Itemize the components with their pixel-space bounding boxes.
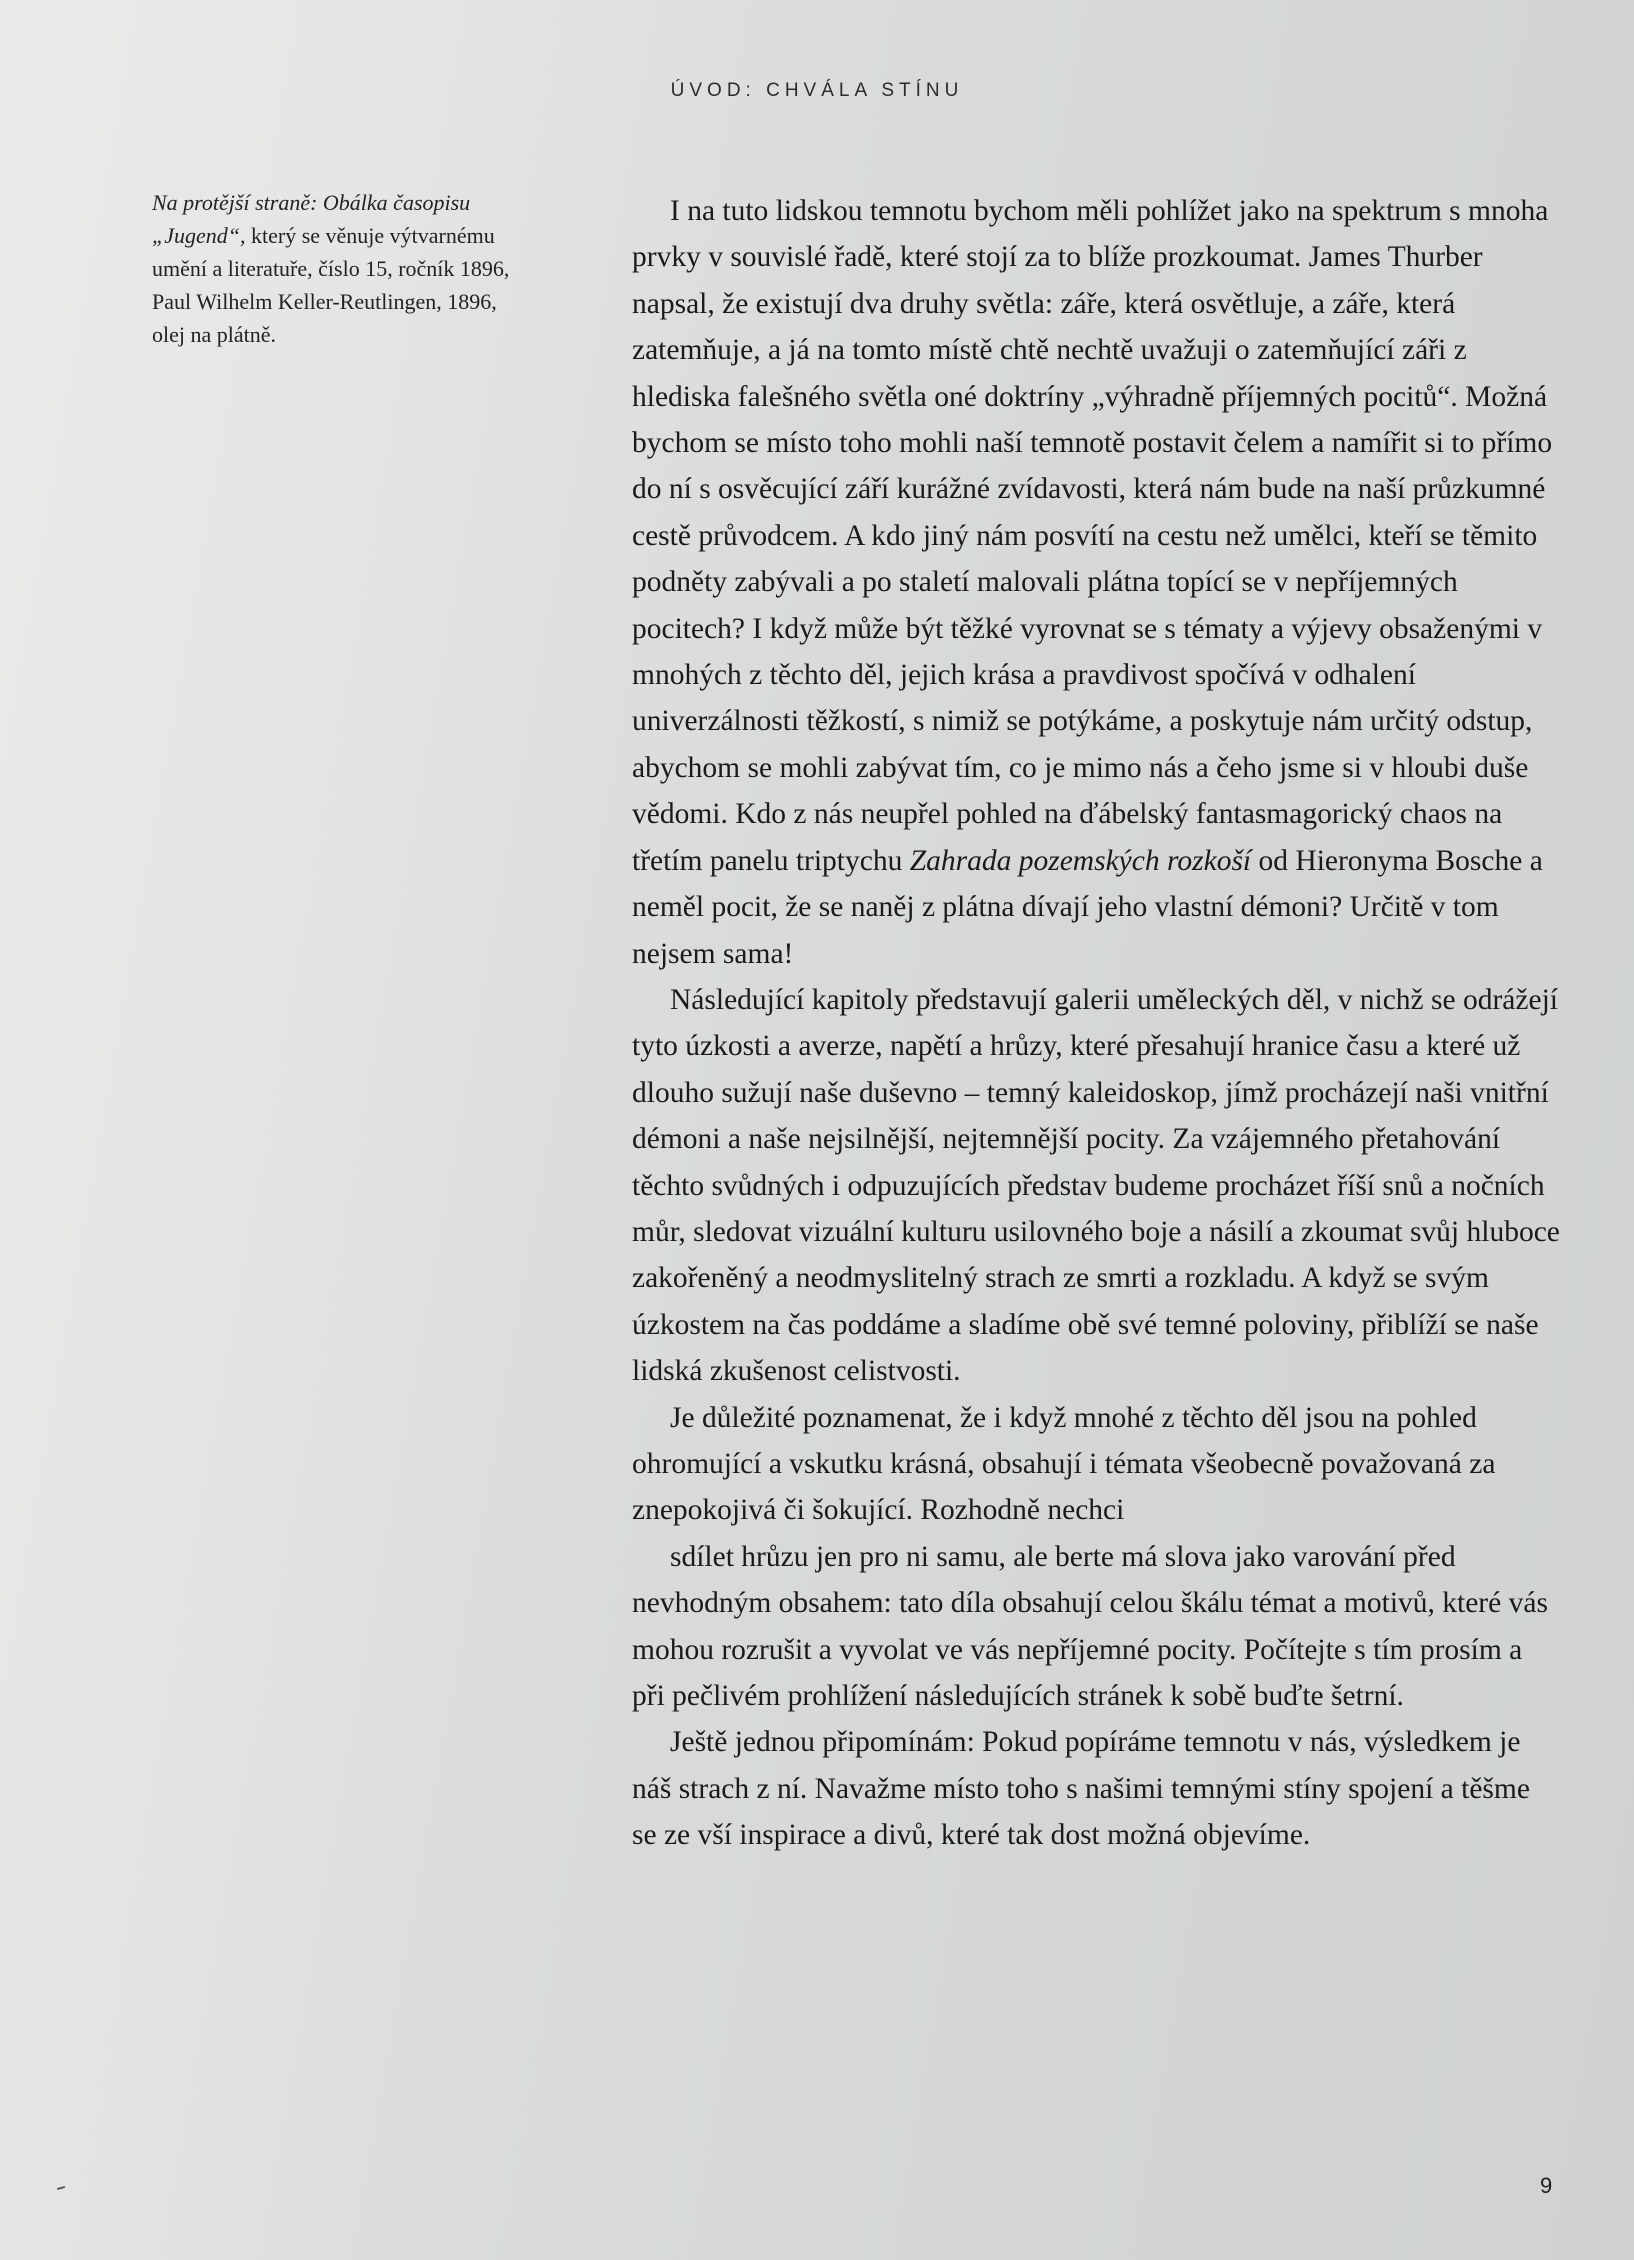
- artwork-title: Zahrada pozemských rozkoší: [909, 844, 1252, 877]
- running-head: ÚVOD: CHVÁLA STÍNU: [670, 80, 964, 101]
- figure-caption: [152, 186, 582, 351]
- caption-title-prefix: Obálka časopisu: [322, 190, 471, 215]
- paragraph: [632, 188, 1560, 977]
- caption-label: Na protější straně:: [152, 190, 318, 215]
- caption-line: Paul Wilhelm Keller-Reutlingen, 1896,: [152, 289, 497, 314]
- paragraph: sdílet hrůzu jen pro ni samu, ale berte má slova jako varování před nevhodným obsahem: tato díla obsahují celou škálu témat a motivů, které vás mohou rozrušit a vyvolat ve vás nepříjemné pocity. Počítejte s tím prosím a při pečlivém prohlížení následujících stránek k sobě buďte šetrní.: [632, 1540, 1548, 1712]
- paragraph: Ještě jednou připomínám: Pokud popíráme temnotu v nás, výsledkem je náš strach z ní. Navažme místo toho s našimi temnými stíny spojení a těšme se ze vší inspirace a divů, které tak dost možná objevíme.: [632, 1726, 1530, 1852]
- caption-line: umění a literatuře, číslo 15, ročník 1896,: [152, 256, 510, 281]
- print-speck: [57, 2186, 65, 2190]
- caption-line: který se věnuje výtvarnému: [251, 223, 495, 248]
- paragraph: Následující kapitoly představují galerii uměleckých děl, v nichž se odrážejí tyto úzkosti a averze, napětí a hrůzy, které přesahují hranice času a které už dlouho sužují naše duševno – temný kaleidoskop, jímž procházejí naši vnitřní démoni a naše nejsilnější, nejtemnější pocity. Za vzájemného přetahování těchto svůdných i odpuzujících představ budeme procházet říší snů a nočních můr, sledovat vizuální kulturu usilovného boje a násilí a zkoumat svůj hluboce zakořeněný a neodmyslitelný strach ze smrti a rozkladu. A když se svým úzkostem na čas poddáme a sladíme obě své temné poloviny, přiblíží se naše lidská zkušenost celistvosti.: [632, 983, 1560, 1388]
- paragraph: Je důležité poznamenat, že i když mnohé z těchto děl jsou na pohled ohromující a vskutku krásná, obsahují i témata všeobecně považovaná za znepokojivá či šokující. Rozhodně nechci: [632, 1401, 1496, 1527]
- paragraph-text: od Hieronyma Bosche a neměl pocit, že se naněj z plátna dívají jeho vlastní démoni? Určitě v tom nejsem sama!: [632, 844, 1543, 970]
- paragraph-text: I na tuto lidskou temnotu bychom měli pohlížet jako na spektrum s mnoha prvky v souvislé řadě, které stojí za to blíže prozkoumat. James Thurber napsal, že existují dva druhy světla: záře, která osvětluje, a záře, která zatemňuje, a já na tomto místě chtě nechtě uvažuji o zatemňující záři z hlediska falešného světla oné doktríny „výhradně příjemných pocitů“. Možná bychom se místo toho mohli naší temnotě postavit čelem a namířit si to přímo do ní s osvěcující září kurážné zvídavosti, která nám bude na naší průzkumné cestě průvodcem. A kdo jiný nám posvítí na cestu než umělci, kteří se těmito podněty zabývali a po staletí malovali plátna topící se v nepříjemných pocitech? I když může být těžké vyrovnat se s tématy a výjevy obsaženými v mnohých z těchto děl, jejich krása a pravdivost spočívá v odhalení univerzálnosti těžkostí, s nimiž se potýkáme, a poskytuje nám určitý odstup, abychom se mohli zabývat tím, co je mimo nás a čeho jsme si v hloubi duše vědomi. Kdo z nás neupřel pohled na ďábelský fantasmagorický chaos na třetím panelu triptychu: [632, 195, 1553, 877]
- page-number: 9: [1540, 2173, 1553, 2198]
- main-text: [632, 188, 1560, 1859]
- caption-line: olej na plátně.: [152, 322, 277, 347]
- caption-magazine-name: „Jugend“,: [152, 223, 246, 248]
